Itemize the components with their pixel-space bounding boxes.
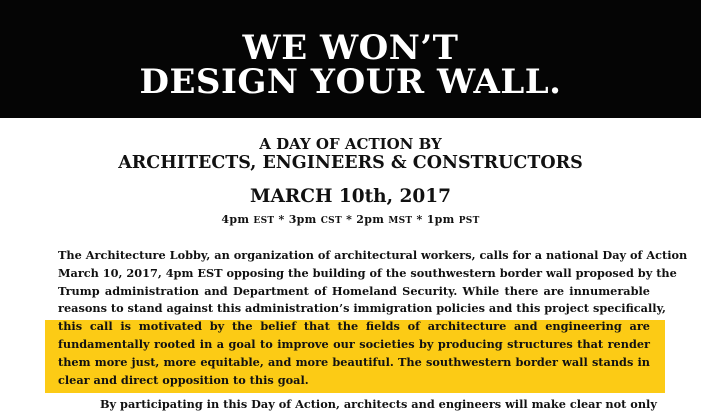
paragraph-line: fundamentally rooted in a goal to improve our societies by producing structures that render [58, 336, 650, 351]
paragraph-2: By participating in this Day of Action, architects and engineers will make clear not only [100, 397, 657, 411]
subtitle-line-2: ARCHITECTS, ENGINEERS & CONSTRUCTORS [118, 153, 583, 173]
paragraph-line: The Architecture Lobby, an organization of architectural workers, calls for a national Day of Action [58, 248, 688, 262]
paragraph-line: Trump administration and Department of Homeland Security. While there are innumerable [58, 283, 650, 298]
paragraph-1 [58, 247, 688, 389]
paragraph-line: clear and direct opposition to this goal. [58, 372, 309, 387]
time-pst: 1pm PST [426, 213, 480, 226]
subtitle-line-1: A DAY OF ACTION BY [259, 135, 442, 153]
paragraph-line: them more just, more equitable, and more beautiful. The southwestern border wall stands in [58, 354, 650, 369]
paragraph-line: this call is motivated by the belief that the fields of architecture and engineering are [58, 319, 650, 334]
header-banner [0, 0, 701, 118]
event-date: MARCH 10th, 2017 [250, 186, 451, 207]
headline-line-2: DESIGN YOUR WALL. [139, 62, 562, 102]
paragraph-line: March 10, 2017, 4pm EST opposing the building of the southwestern border wall proposed by the [58, 265, 677, 280]
headline-line-1: WE WON’T [242, 28, 459, 68]
time-mst: 2pm MST [356, 213, 413, 226]
event-times: 4pm EST * 3pm CST * 2pm MST * 1pm PST [221, 213, 480, 226]
time-est: 4pm EST [221, 213, 275, 226]
paragraph-line: reasons to stand against this administration’s immigration policies and this project specifically, [58, 301, 666, 316]
time-cst: 3pm CST [288, 213, 342, 226]
